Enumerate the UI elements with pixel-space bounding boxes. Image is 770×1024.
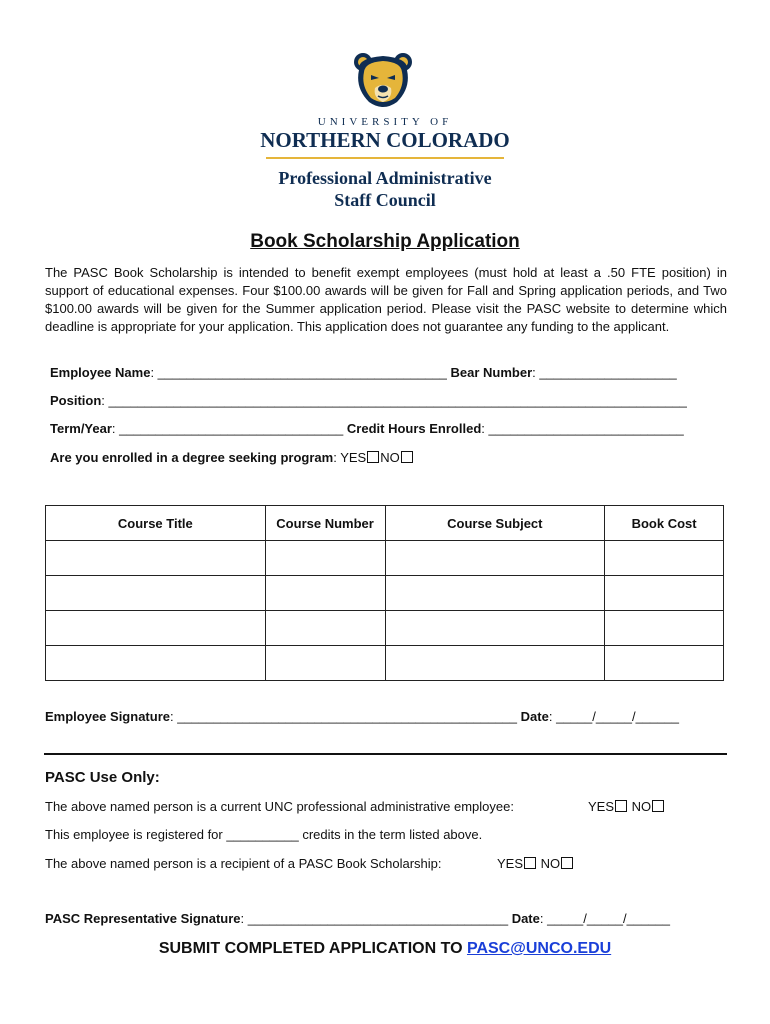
pasc-credits-field[interactable]: __________ — [226, 827, 299, 842]
unc-pasc-logo — [260, 50, 510, 220]
position-field[interactable]: : ________________________________________________________________________________ — [101, 393, 687, 408]
section-divider — [44, 753, 727, 755]
course-title-cell[interactable] — [46, 576, 266, 611]
degree-yes-label: YES — [340, 450, 367, 465]
logo-divider — [266, 157, 504, 159]
pasc-employee-no-checkbox[interactable] — [652, 800, 664, 812]
term-row — [50, 421, 684, 436]
logo-professional-administrative: Professional Administrative — [278, 168, 492, 188]
submit-email-link[interactable]: PASC@UNCO.EDU — [466, 940, 612, 957]
logo-university-of: UNIVERSITY OF — [317, 116, 453, 128]
course-number-cell[interactable] — [265, 576, 385, 611]
pasc-rep-date-field[interactable]: : _____/_____/______ — [539, 911, 671, 926]
credit-hours-label: Credit Hours Enrolled — [346, 421, 482, 436]
degree-label: Are you enrolled in a degree seeking program — [50, 450, 334, 465]
pasc-rep-row — [45, 911, 670, 926]
bear-number-label: Bear Number — [450, 365, 533, 380]
course-table — [45, 505, 724, 681]
pasc-recipient-yes-checkbox[interactable] — [524, 857, 536, 869]
position-row — [50, 393, 687, 408]
intro-paragraph: The PASC Book Scholarship is intended to benefit exempt employees (must hold at least a .50 FTE position) in support of educational expenses. Four $100.00 awards will be given for Fall and Spring application periods, and Two $100.00 awards will be given for the Summer application period. Please visit the PASC website to determine which deadline is appropriate for your application. This application does not guarantee any funding to the applicant. — [45, 265, 727, 334]
submit-text: SUBMIT COMPLETED APPLICATION TO — [158, 940, 463, 957]
header-course-title: Course Title — [46, 506, 266, 541]
employee-name-field[interactable]: : ________________________________________ — [150, 365, 447, 380]
course-subject-cell[interactable] — [385, 576, 605, 611]
degree-colon: : — [333, 450, 337, 465]
pasc-rep-date-label: Date — [511, 911, 540, 926]
term-year-label: Term/Year — [50, 421, 112, 436]
table-row — [46, 576, 724, 611]
term-year-field[interactable]: : _______________________________ — [111, 421, 344, 436]
pasc-recipient-text: The above named person is a recipient of a PASC Book Scholarship: — [45, 856, 442, 871]
table-row — [46, 646, 724, 681]
pasc-credits-row — [45, 827, 482, 842]
header-course-subject: Course Subject — [385, 506, 605, 541]
page-title: Book Scholarship Application — [250, 231, 520, 252]
book-cost-cell[interactable] — [605, 611, 724, 646]
bear-head-icon — [353, 50, 413, 112]
bear-number-field[interactable]: : ___________________ — [532, 365, 677, 380]
book-cost-cell[interactable] — [605, 541, 724, 576]
pasc-recipient-no-label: NO — [540, 856, 561, 871]
course-title-cell[interactable] — [46, 646, 266, 681]
credit-hours-field[interactable]: : ___________________________ — [481, 421, 684, 436]
course-number-cell[interactable] — [265, 611, 385, 646]
pasc-employee-yesno — [588, 799, 665, 814]
course-number-cell[interactable] — [265, 541, 385, 576]
pasc-recipient-yesno — [497, 856, 574, 871]
pasc-recipient-yes-label: YES — [497, 856, 524, 871]
header-course-number: Course Number — [265, 506, 385, 541]
course-subject-cell[interactable] — [385, 611, 605, 646]
pasc-employee-yes-label: YES — [588, 799, 615, 814]
pasc-use-only-heading: PASC Use Only: — [45, 769, 160, 786]
table-row — [46, 611, 724, 646]
course-subject-cell[interactable] — [385, 541, 605, 576]
pasc-employee-text: The above named person is a current UNC professional administrative employee: — [45, 799, 514, 814]
table-header-row — [46, 506, 724, 541]
signature-row — [45, 709, 679, 724]
employee-signature-field[interactable]: : _______________________________________________ — [169, 709, 518, 724]
course-number-cell[interactable] — [265, 646, 385, 681]
pasc-rep-signature-field[interactable]: : ____________________________________ — [240, 911, 509, 926]
degree-no-checkbox[interactable] — [401, 451, 413, 463]
course-subject-cell[interactable] — [385, 646, 605, 681]
pasc-recipient-row — [45, 856, 441, 871]
book-cost-cell[interactable] — [605, 576, 724, 611]
book-cost-cell[interactable] — [605, 646, 724, 681]
employee-name-label: Employee Name — [50, 365, 151, 380]
table-row — [46, 541, 724, 576]
course-title-cell[interactable] — [46, 611, 266, 646]
submit-instruction — [0, 940, 770, 958]
pasc-recipient-no-checkbox[interactable] — [561, 857, 573, 869]
signature-date-field[interactable]: : _____/_____/______ — [548, 709, 679, 724]
degree-yes-checkbox[interactable] — [367, 451, 379, 463]
position-label: Position — [50, 393, 102, 408]
logo-northern-colorado: NORTHERN COLORADO — [260, 128, 510, 152]
pasc-employee-row — [45, 799, 514, 814]
employee-signature-label: Employee Signature — [45, 709, 170, 724]
degree-row — [50, 450, 414, 465]
employee-name-row — [50, 365, 677, 380]
course-title-cell[interactable] — [46, 541, 266, 576]
pasc-rep-signature-label: PASC Representative Signature — [45, 911, 241, 926]
pasc-credits-text-b: credits in the term listed above. — [302, 827, 483, 842]
degree-no-label: NO — [380, 450, 400, 465]
pasc-employee-no-label: NO — [631, 799, 652, 814]
pasc-employee-yes-checkbox[interactable] — [615, 800, 627, 812]
pasc-credits-text-a: This employee is registered for — [45, 827, 223, 842]
signature-date-label: Date — [520, 709, 549, 724]
logo-staff-council: Staff Council — [334, 190, 436, 210]
header-book-cost: Book Cost — [605, 506, 724, 541]
